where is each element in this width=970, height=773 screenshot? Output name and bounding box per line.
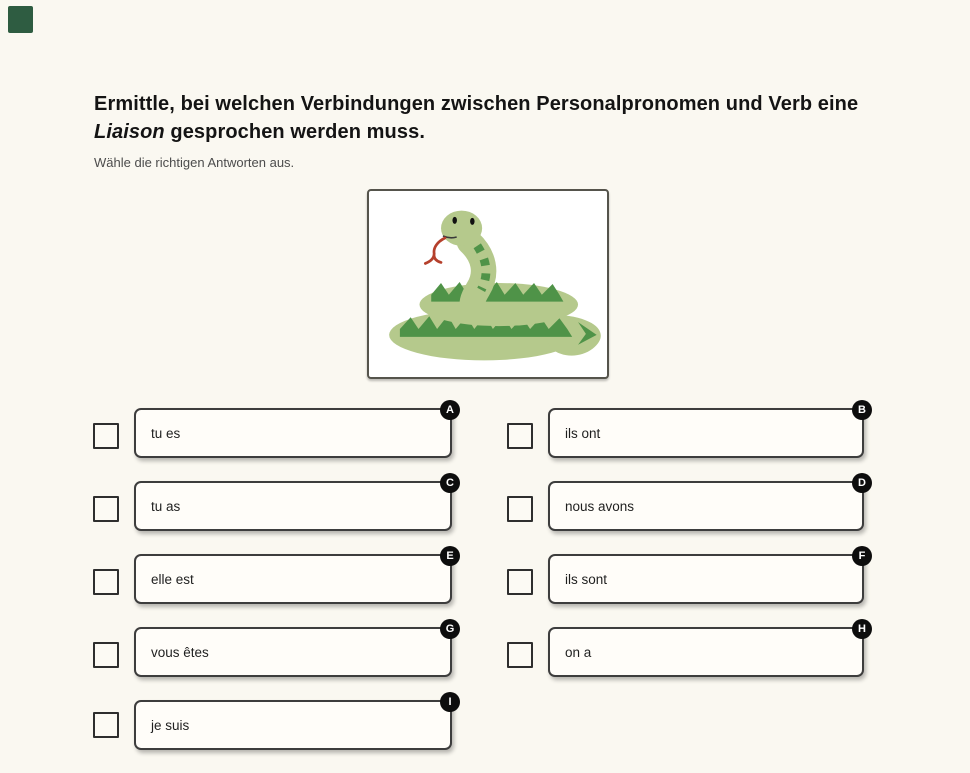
task-title	[94, 90, 878, 146]
checkbox-option-f[interactable]	[507, 569, 533, 595]
option-letter-badge: F	[852, 546, 872, 566]
checkbox-option-d[interactable]	[507, 496, 533, 522]
option-label: tu as	[151, 498, 181, 514]
option-card-b[interactable]	[548, 403, 866, 458]
option-letter-badge: A	[440, 400, 460, 420]
task-title-text-2: gesprochen werden muss.	[164, 121, 425, 143]
task-header	[94, 90, 878, 170]
option-letter-badge: G	[440, 619, 460, 639]
option-letter-badge: D	[852, 473, 872, 493]
checkbox-option-a[interactable]	[93, 423, 119, 449]
checkbox-option-c[interactable]	[93, 496, 119, 522]
checkbox-option-b[interactable]	[507, 423, 533, 449]
checkbox-option-i[interactable]	[93, 712, 119, 738]
option-letter-badge: H	[852, 619, 872, 639]
option-letter-badge: I	[440, 692, 460, 712]
option-card-h[interactable]	[548, 622, 866, 677]
checkbox-option-h[interactable]	[507, 642, 533, 668]
option-label: vous êtes	[151, 644, 209, 660]
corner-logo-mark	[8, 6, 33, 33]
option-card-g[interactable]	[134, 622, 455, 677]
checkbox-option-g[interactable]	[93, 642, 119, 668]
option-label: tu es	[151, 425, 181, 441]
option-label: elle est	[151, 571, 194, 587]
snake-illustration	[369, 191, 607, 377]
option-card-i[interactable]	[134, 695, 452, 750]
option-letter-badge: C	[440, 473, 460, 493]
option-card-d[interactable]	[548, 476, 866, 531]
option-label: ils sont	[565, 571, 608, 587]
task-title-text-1: Ermittle, bei welchen Verbindungen zwischen Personalpronomen und Verb eine	[94, 93, 859, 115]
option-card-e[interactable]	[134, 549, 454, 604]
task-title-italic-term: Liaison	[94, 121, 165, 143]
task-subtitle: Wähle die richtigen Antworten aus.	[94, 155, 295, 170]
option-card-c[interactable]	[134, 476, 454, 531]
option-letter-badge: B	[852, 400, 872, 420]
option-letter-badge: E	[440, 546, 460, 566]
option-label: je suis	[151, 717, 190, 733]
option-label: nous avons	[565, 498, 635, 514]
illustration-frame	[367, 189, 609, 379]
option-label: on a	[565, 644, 592, 660]
checkbox-option-e[interactable]	[93, 569, 119, 595]
option-label: ils ont	[565, 425, 601, 441]
option-card-a[interactable]	[134, 403, 454, 458]
option-card-f[interactable]	[548, 549, 866, 604]
